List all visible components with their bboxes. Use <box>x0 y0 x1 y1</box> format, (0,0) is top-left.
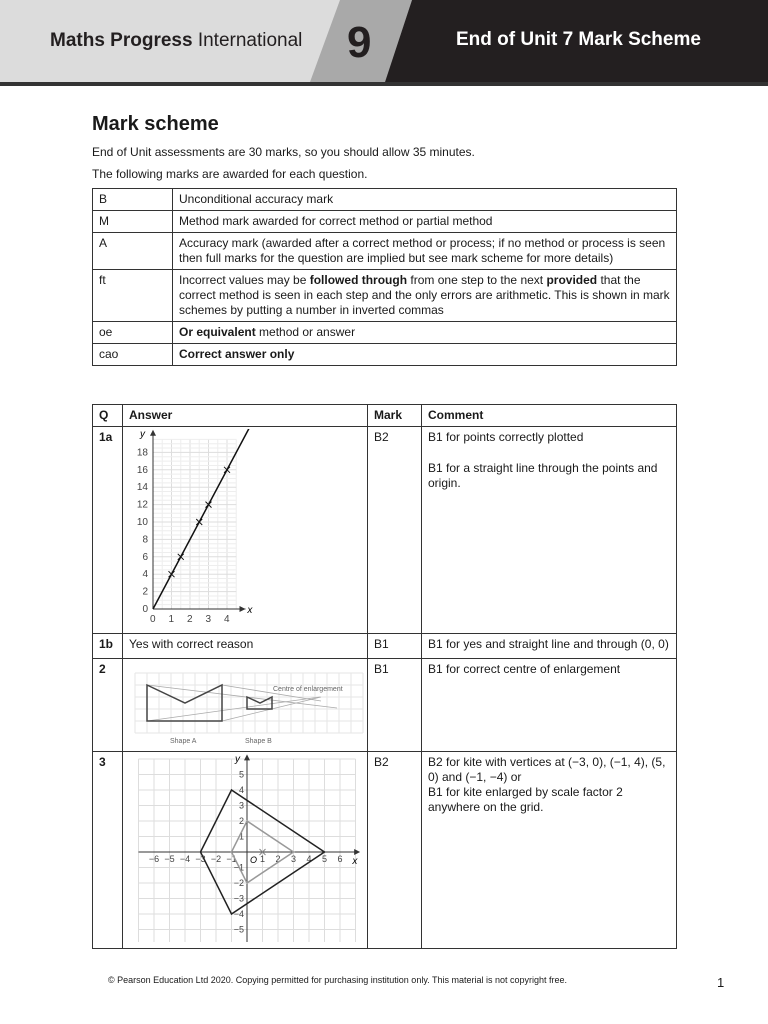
y-tick-label: −5 <box>233 924 244 935</box>
x-tick-label: 3 <box>290 854 297 864</box>
document-title: End of Unit 7 Mark Scheme <box>456 29 701 50</box>
table-row: cao Correct answer only <box>93 344 677 366</box>
y-tick-label: 3 <box>238 800 244 811</box>
table-row: B Unconditional accuracy mark <box>93 189 677 211</box>
y-tick-label: 4 <box>238 785 244 795</box>
y-tick-label: 2 <box>238 816 244 826</box>
enlargement-diagram <box>125 661 365 745</box>
x-tick-label: 2 <box>275 854 281 864</box>
table-header-row: Q Answer Mark Comment <box>93 405 677 427</box>
x-tick-label: −5 <box>164 854 175 864</box>
brand: Maths Progress International <box>50 30 303 51</box>
y-tick-label: −3 <box>233 893 244 904</box>
y-arrow-icon <box>244 754 250 760</box>
y-tick-label: 12 <box>136 499 148 511</box>
x-tick-label: −6 <box>148 854 160 864</box>
x-tick-label: 1 <box>259 854 266 864</box>
x-tick-label: −3 <box>195 854 206 864</box>
x-tick-label: 5 <box>321 854 328 864</box>
y-tick-label: 8 <box>142 534 148 546</box>
x-tick-label: 0 <box>150 614 156 625</box>
x-arrow-icon <box>354 849 360 855</box>
graph-1a <box>125 429 255 627</box>
y-tick-label: 4 <box>142 569 148 581</box>
header-banner <box>0 0 768 86</box>
y-label: y <box>235 754 240 766</box>
y-tick-label: 2 <box>142 586 148 598</box>
page-heading: Mark scheme <box>92 113 219 135</box>
page-number: 1 <box>717 975 725 990</box>
label-centre: Centre of enlargement <box>273 686 343 693</box>
table-row: ft Incorrect values may be followed through from one step to the next provided that the correct method is seen in each step and the only errors are arithmetic. This is shown in mark schemes by putting a number in inverted commas <box>93 270 677 322</box>
y-tick-label: 16 <box>136 464 148 476</box>
y-tick-label: 18 <box>136 447 148 459</box>
y-arrow-icon <box>150 430 156 436</box>
y-tick-label: −4 <box>233 909 244 919</box>
graph-3 <box>125 754 365 942</box>
origin-label: O <box>250 855 258 865</box>
mark-key-table <box>92 188 677 366</box>
label-shape-b: Shape B <box>245 738 272 745</box>
x-tick-label: −2 <box>210 854 222 864</box>
y-tick-label: −2 <box>233 878 244 888</box>
y-tick-label: 0 <box>142 604 148 615</box>
unit-number: 9 <box>347 18 372 67</box>
mark-scheme-table <box>92 404 677 949</box>
table-row: 1b Yes with correct reason B1 B1 for yes and straight line and through (0, 0) <box>93 634 677 659</box>
copyright-footer: © Pearson Education Ltd 2020. Copying permitted for purchasing institution only. This material is not copyright free. <box>108 975 568 985</box>
table-row: 3 x y O −6 −5 −4 −3 −2 −1 1 2 3 4 5 6 −5 −4 −3 −2 −1 1 2 3 4 5 B2 B2 for kite with vertices at (−3, 0), (−1, 4), (5, 0) and (−1, −4) or B1 for kite enlarged by scale factor 2 anywhere on the grid. <box>93 752 677 949</box>
table-row: M Method mark awarded for correct method or partial method <box>93 211 677 233</box>
table-row: oe Or equivalent method or answer <box>93 322 677 344</box>
table-row: 2 Centre of enlargement Shape A Shape B B1 B1 for correct centre of enlargement <box>93 659 677 752</box>
y-tick-label: 6 <box>142 551 148 563</box>
y-tick-label: 14 <box>136 482 148 494</box>
y-tick-label: 5 <box>238 769 244 780</box>
x-label: x <box>352 856 358 867</box>
table-row: A Accuracy mark (awarded after a correct method or process; if no method or process is seen then full marks for the question are implied but see mark scheme for more details) <box>93 233 677 270</box>
x-tick-label: 4 <box>224 614 230 625</box>
x-label: x <box>247 605 253 616</box>
line-of-best-fit <box>153 429 249 609</box>
label-shape-a: Shape A <box>170 738 197 745</box>
x-tick-label: 6 <box>337 854 343 864</box>
x-tick-label: 3 <box>205 614 212 625</box>
intro-text: The following marks are awarded for each question. <box>92 167 368 181</box>
y-tick-label: −1 <box>233 862 244 873</box>
y-tick-label: 10 <box>136 517 148 528</box>
table-row: 1a x y 0 1 2 3 4 0 2 4 6 8 10 12 14 16 18 B2 B1 for points correctly plotted B1 for a straight line through the points and origin. <box>93 427 677 634</box>
x-tick-label: −4 <box>179 854 191 864</box>
x-tick-label: 4 <box>306 854 312 864</box>
intro-text: End of Unit assessments are 30 marks, so you should allow 35 minutes. <box>92 145 475 159</box>
x-arrow-icon <box>240 606 246 612</box>
x-tick-label: 2 <box>187 614 193 625</box>
y-tick-label: 1 <box>238 831 244 842</box>
x-tick-label: 1 <box>168 614 175 625</box>
x-tick-label: −1 <box>226 854 237 864</box>
y-label: y <box>140 429 145 440</box>
